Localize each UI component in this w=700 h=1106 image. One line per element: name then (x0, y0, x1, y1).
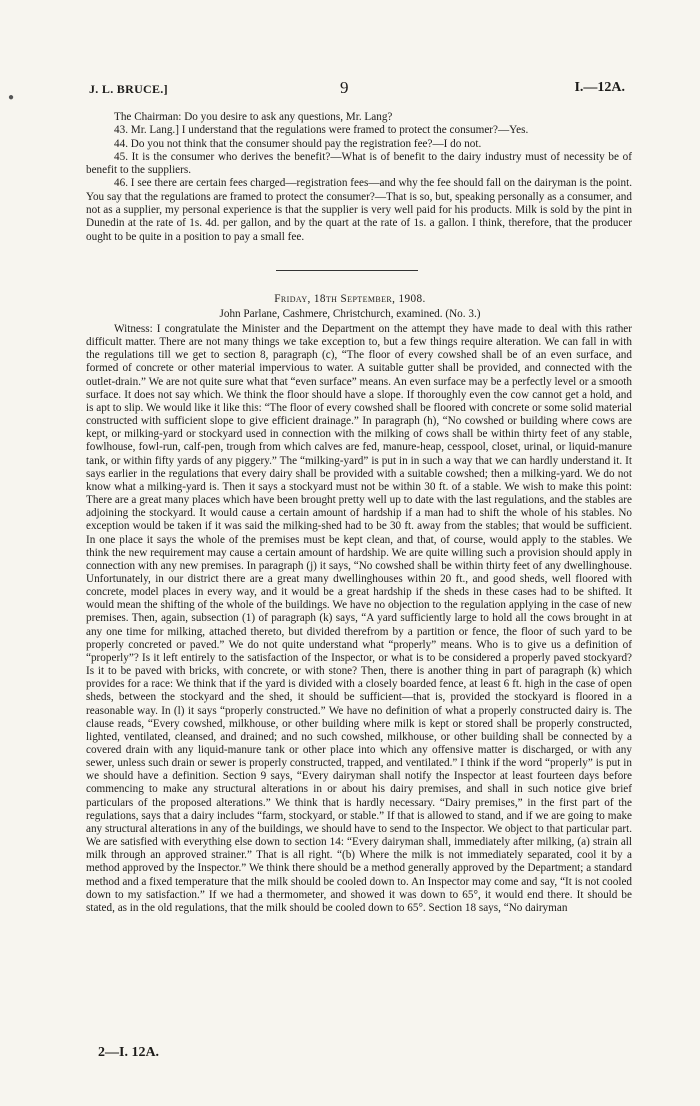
margin-mark: ● (8, 92, 15, 103)
header-witness-name: J. L. BRUCE.] (89, 82, 168, 96)
session-date: Friday, 18th September, 1908. (274, 293, 426, 305)
chairman-question: The Chairman: Do you desire to ask any questions, Mr. Lang? (114, 111, 393, 123)
section-divider (276, 270, 418, 271)
question-46: 46. I see there are certain fees charged—registration fees—and why the fee should fall on the dairyman is the point. You say that the regulations are framed to protect the consumer?—That is so, but, speaking personally as a consumer, and not as a supplier, my personal experience is that the supplier is very well paid for his products. Milk is sold by the pint in Dunedin at the rate of 1s. 4d. per gallon, and by the quart at the rate of 1s. a gallon. I think, therefore, that the producer ought to be quite in a position to pay a small fee. (86, 177, 632, 243)
question-44: 44. Do you not think that the consumer should pay the registration fee?—I do not. (114, 137, 482, 150)
running-header (0, 80, 700, 100)
witness-testimony (86, 323, 632, 915)
intro-exchange (86, 111, 632, 244)
witness-heading: John Parlane, Cashmere, Christchurch, examined. (No. 3.) (219, 308, 481, 320)
page-number: 9 (340, 78, 349, 97)
question-43: 43. Mr. Lang.] I understand that the regulations were framed to protect the consumer?—Yes. (114, 124, 529, 137)
question-45: 45. It is the consumer who derives the benefit?—What is of benefit to the dairy industry must of necessity be of benefit to the suppliers. (86, 150, 632, 177)
document-reference: I.—12A. (574, 80, 625, 95)
page-signature: 2—I. 12A. (98, 1045, 160, 1060)
testimony-paragraph: Witness: I congratulate the Minister and the Department on the attempt they have made to deal with this rather difficult matter. There are not many things we take exception to, but a few things require alteration. We can fall in with the regulations till we get to section 8, paragraph (c), “The floor of every cowshed shall be of an even surface, and formed of concrete or other material impervious to water. A suitable gutter shall be provided, and connected with the outlet-drain.” We are not quite sure what that “even surface” means. An even surface may be a perfectly level or a smooth surface. It does not say which. We think the floor should have a slope. If thoroughly even the cow cannot get a hold, and is apt to slip. We would like it like this: “The floor of every cowshed shall be floored with concrete or some solid material constructed with sufficient slope to give efficient drainage.” In paragraph (h), “No cowshed or building where cows are kept, or milking-yard or stockyard used in connection with the milking of cows shall be within thirty feet of any stable, fowlhouse, fowl-run, calf-pen, trough from which calves are fed, manure-heap, cesspool, closet, urinal, or liquid-manure tank, or within fifty yards of any piggery.” The “milking-yard” is put in in such a way that we can hardly understand it. It says earlier in the regulations that every dairy shall be provided with a suitable cowshed; then a milking-yard. We do not know what a milking-yard is. Then it says a stockyard must not be within 30 ft. of a stable. We wish to make this point: There are a great many places which have been brought pretty well up to date with the last regulations, and the stables are adjoining the stockyard. It would cause a certain amount of hardship if a man had to shift the whole of his stables. No exception would be taken if it was said the milking-shed had to be 30 ft. away from the stables; that would be sufficient. In one place it says the whole of the premises must be kept clean, and that, of course, would apply to the stables. We think the new requirement may cause a certain amount of hardship. We are quite willing such a provision should apply in connection with any new premises. In paragraph (j) it says, “No cowshed shall be within thirty feet of any dwellinghouse. Unfortunately, in our district there are a great many dwellinghouses within 20 ft., and good sheds, well floored with concrete, model places in every way, and it would be a great hardship if the sheds in these cases had to be shifted. It would mean the shifting of the whole of the buildings. We have no objection to the regulation applying in the case of new premises. Then, again, subsection (1) of paragraph (k) says, “A yard sufficiently large to hold all the cows brought in at any one time for milking, attached thereto, but divided therefrom by a partition or fence, the floor of such yard to be properly concreted or paved.” We do not quite understand what “properly” means. Who is to give us a definition of “properly”? Is it left entirely to the satisfaction of the Inspector, or what is to be considered a properly paved stockyard? Is it to be paved with bricks, with concrete, or with stone? Then, there is another thing in part of paragraph (k) which provides for a race: We think that if the yard is divided with a closely boarded fence, at least 6 ft. high in the case of open sheds, between the stockyard and the shed, it should be sufficient—that is, provided the stockyard is floored in a reasonable way. In (l) it says “properly constructed.” We have no definition of what a properly constructed dairy is. The clause reads, “Every cowshed, milkhouse, or other building where milk is kept or stored shall be properly constructed, lighted, ventilated, cleansed, and drained; and no such cowshed, milkhouse, or other building shall be connected by a covered drain with any liquid-manure tank or other place into which any offensive matter is discharged, or with any sewer, unless such drain or sewer is properly constructed, trapped, and ventilated.” I think if the word “properly” is put in we should have a definition. Section 9 says, “Every dairyman shall notify the Inspector at least fourteen days before commencing to make any structural alterations in or about his dairy premises, and shall in such notice give brief particulars of the proposed alterations.” We think that is hardly necessary. “Dairy premises,” in the first part of the regulations, says that a dairy includes “farm, stockyard, or stable.” If that is allowed to stand, and if we are going to make any structural alterations in any of the buildings, we should have to send to the Inspector. We object to that particular part. We are satisfied with everything else down to section 14: “Every dairyman shall, immediately after milking, (a) strain all milk through an approved strainer.” That is all right. “(b) Where the milk is not immediately separated, cool it by a method approved by the Inspector.” We think there should be a method generally approved by the Department; a standard method and a fixed temperature that the milk should be cooled down to. An Inspector may come and say, “It is not cooled down to my satisfaction.” If we had a thermometer, and showed it was down to 65°, it would end there. It should be stated, as in the old regulations, that the milk should be cooled down to 65°. Section 18 says, “No dairyman (86, 323, 632, 914)
